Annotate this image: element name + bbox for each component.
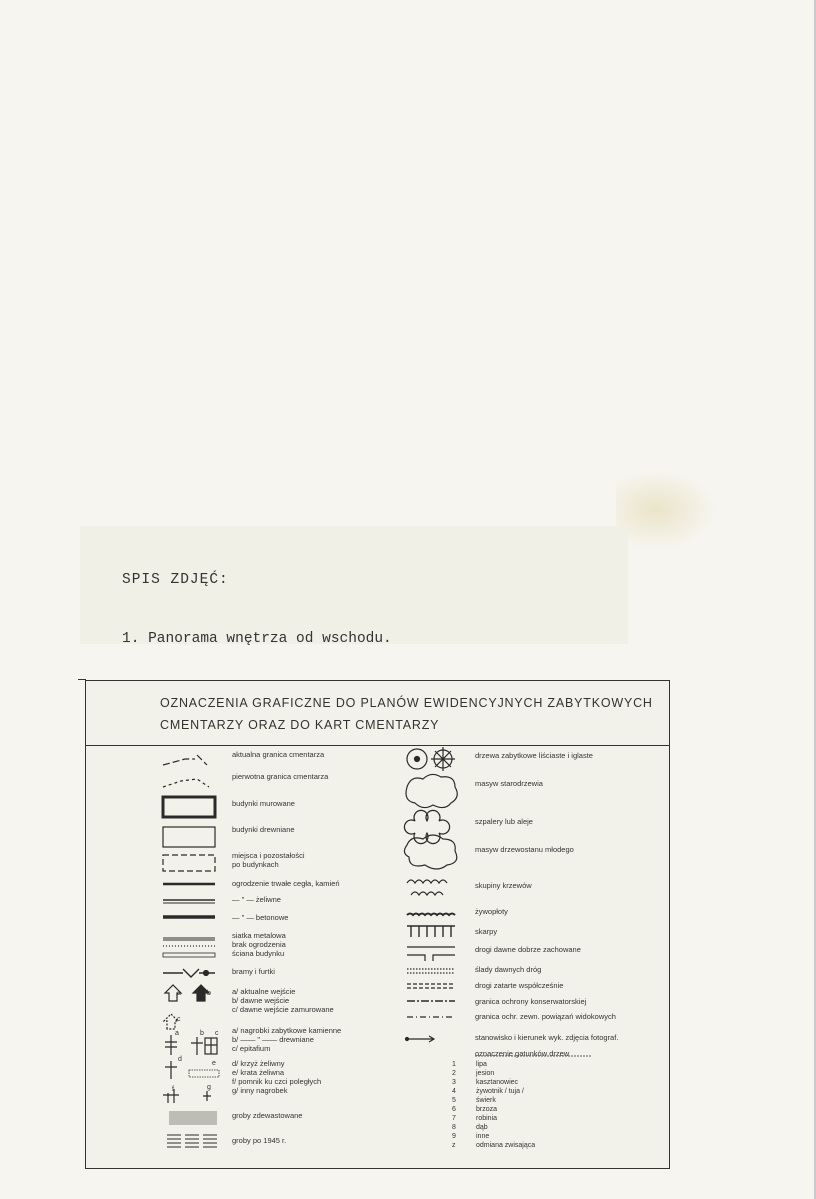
legend-left-label: c/ epitafium [232,1044,271,1053]
building-remains-symbol [163,855,215,871]
shrubs-symbol [407,880,447,895]
symbol-letter: d [178,1056,182,1063]
tree-species-name: lipa [476,1061,487,1068]
iron-grate-symbol [189,1070,219,1077]
symbol-letter: a [175,1030,179,1037]
tree-species-name: kasztanowiec [476,1079,519,1086]
legend-left-label: brak ogrodzenia [232,940,286,949]
photo-list-title: SPIS ZDJĘĆ: [122,572,229,588]
legend-left-label: e/ krata żeliwna [232,1068,285,1077]
tree-species-number: 3 [452,1079,456,1086]
symbol-letter: b [207,990,211,997]
tree-species-number: 9 [452,1133,456,1140]
legend-left-label: aktualna granica cmentarza [232,750,325,759]
tree-species-name: odmiana zwisająca [476,1142,536,1149]
tree-species-name: inne [476,1133,490,1140]
legend-heading-line2: CMENTARZY ORAZ DO KART CMENTARZY [160,718,440,732]
tree-species-number: 2 [452,1070,456,1077]
tree-species-name: jesion [476,1070,495,1077]
old-road-symbol [407,947,455,961]
post-1945-graves-symbol [167,1135,217,1147]
tree-species-number: 6 [452,1106,456,1113]
tree-species-number: 4 [452,1088,456,1095]
photo-position-symbol [407,1036,434,1042]
legend-left-label: bramy i furtki [232,967,275,976]
tree-species-title: oznaczenie gatunków drzew [475,1049,570,1058]
legend-right-label: drogi dawne dobrze zachowane [475,945,581,954]
corner-tick [78,679,86,680]
legend-right-label: stanowisko i kierunek wyk. zdjęcia fotograf. [475,1033,619,1042]
legend-left-label: g/ inny nagrobek [232,1086,288,1095]
symbol-letter: f [172,1086,174,1093]
legend-left-label: pierwotna granica cmentarza [232,772,329,781]
devastated-graves-symbol [169,1111,217,1125]
tree-species-name: żywotnik / tuja / [476,1088,524,1095]
legend-right-label: drzewa zabytkowe liściaste i iglaste [475,751,593,760]
tree-species-name: dąb [476,1124,488,1131]
wooden-building-symbol [163,827,215,847]
legend-right-label: szpalery lub aleje [475,817,533,826]
symbol-letter: b [200,1030,204,1037]
tree-species-number: z [452,1142,456,1149]
legend-left-label: budynki murowane [232,799,295,808]
photo-list-item: 1. Panorama wnętrza od wschodu. [122,631,392,647]
legend-left-label: a/ aktualne wejście [232,987,296,996]
legend-left-label: b/ dawne wejście [232,996,290,1005]
legend-left-label: a/ nagrobki zabytkowe kamienne [232,1026,342,1035]
legend-left-label: groby zdewastowane [232,1111,303,1120]
legend-right-label: granica ochr. zewn. powiązań widokowych [475,1012,616,1021]
tree-species-number: 1 [452,1061,456,1068]
legend-right-label: skarpy [475,927,498,936]
tree-species-name: brzoza [476,1106,498,1113]
symbol-letter: g [207,1084,211,1091]
symbol-letter: c [215,1030,219,1037]
legend-right-label: ślady dawnych dróg [475,965,542,974]
symbol-letter: e [212,1060,216,1067]
building-wall-symbol [163,953,215,957]
legend-left-label: budynki drewniane [232,825,295,834]
tree-species-number: 8 [452,1124,456,1131]
legend-left-label: ściana budynku [232,949,285,958]
legend-right-label: żywopłoty [475,907,508,916]
symbol-letter: c [177,1016,181,1023]
legend-left-label: f/ pomnik ku czci poległych [232,1077,322,1086]
legend-left-label: d/ krzyż żeliwny [232,1059,285,1068]
brick-building-symbol [163,797,215,817]
legend-right-label: masyw drzewostanu młodego [475,845,574,854]
symbol-letter: a [177,990,181,997]
legend-left-label: miejsca i pozostałości [232,851,305,860]
old-stand-symbol [406,774,457,807]
legend-right-label: masyw starodrzewia [475,779,543,788]
legend-right-label: skupiny krzewów [475,881,532,890]
legend-left-label: — " — betonowe [232,913,289,922]
legend-left-label: — " — żeliwne [232,895,281,904]
legend-left-label: ogrodzenie trwałe cegła, kamień [232,879,340,888]
other-grave-symbol [203,1091,211,1101]
tree-species-name: robinia [476,1115,498,1122]
legend-left-label: b/ —— " —— drewniane [232,1035,314,1044]
tree-species-number: 5 [452,1097,456,1104]
paper-stain [616,470,716,550]
tree-species-name: świerk [476,1097,496,1104]
boundary-current-symbol [163,755,207,765]
war-memorial-symbol [163,1089,179,1103]
tree-species-number: 7 [452,1115,456,1122]
legend-right-label: drogi zatarte współcześnie [475,981,564,990]
legend-left-label: siatka metalowa [232,931,286,940]
boundary-original-symbol [163,779,209,787]
legend-heading-line1: OZNACZENIA GRAFICZNE DO PLANÓW EWIDENCYJNYCH ZABYTKOWYCH [160,696,653,710]
escarpment-symbol [407,926,455,937]
hedge-symbol [407,914,455,916]
legend-right-label: granica ochrony konserwatorskiej [475,997,587,1006]
legend-left-label: po budynkach [232,860,279,869]
legend-left-label: groby po 1945 r. [232,1136,287,1145]
young-stand-symbol [404,835,456,869]
legend-heading [86,681,669,746]
iron-cross-symbol [165,1061,177,1079]
legend-left-label: c/ dawne wejście zamurowane [232,1005,334,1014]
legend-symbols [85,745,668,1165]
